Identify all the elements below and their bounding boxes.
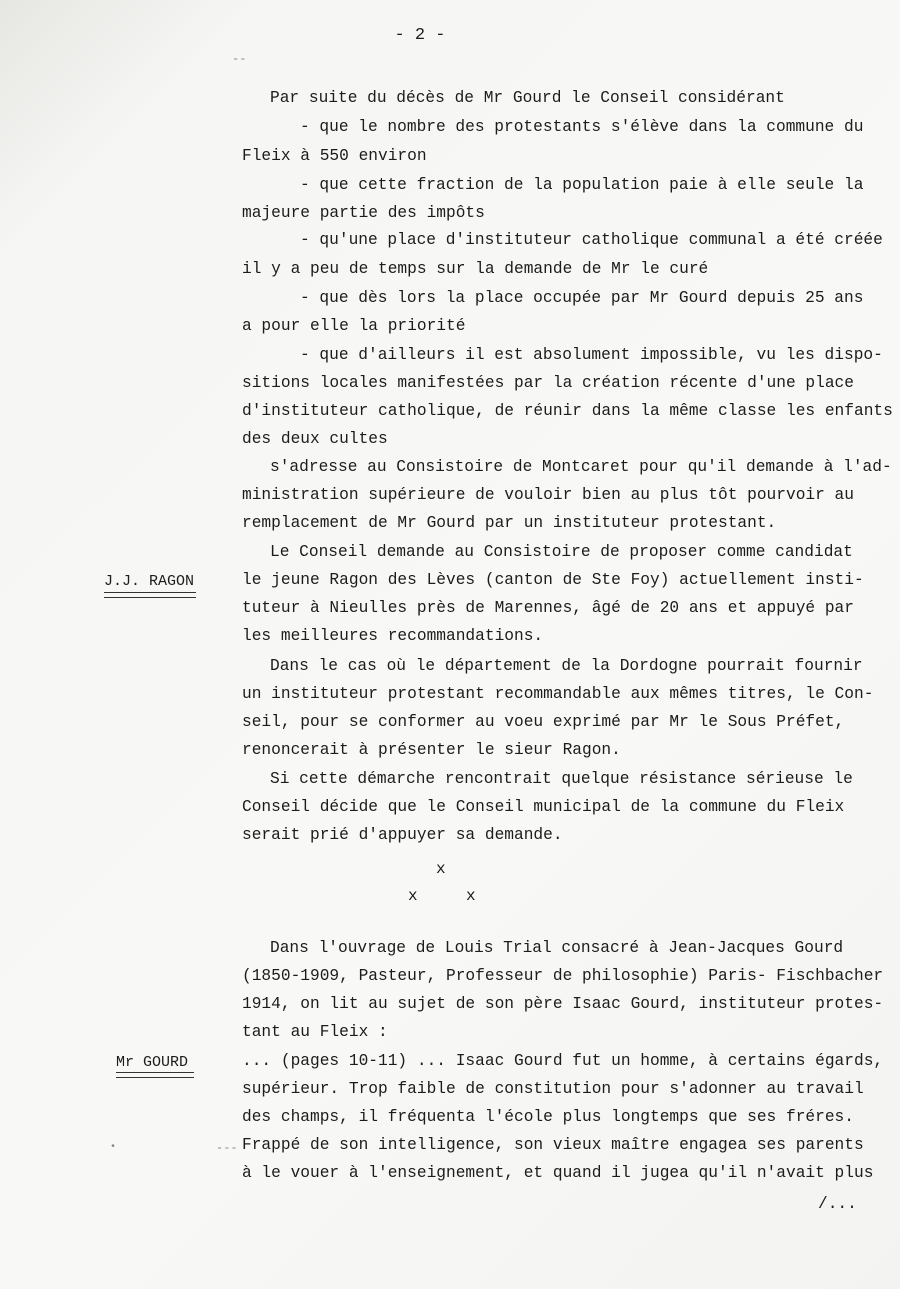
text-line: des champs, il fréquenta l'école plus longtemps que ses fréres. — [242, 1108, 854, 1126]
text-line: il y a peu de temps sur la demande de Mr le curé — [242, 260, 709, 278]
scan-mark: ‐‐‐ — [216, 1141, 238, 1155]
text-line: a pour elle la priorité — [242, 317, 466, 335]
text-line: - que le nombre des protestants s'élève dans la commune du — [300, 118, 864, 136]
scan-mark: ‐‐ — [232, 52, 247, 66]
text-line: le jeune Ragon des Lèves (canton de Ste Foy) actuellement insti- — [242, 571, 864, 589]
text-line: seil, pour se conformer au voeu exprimé par Mr le Sous Préfet, — [242, 713, 845, 731]
text-line: 1914, on lit au sujet de son père Isaac Gourd, instituteur protes- — [242, 995, 884, 1013]
text-line: à le vouer à l'enseignement, et quand il jugea qu'il n'avait plus — [242, 1164, 874, 1182]
text-line: tuteur à Nieulles près de Marennes, âgé de 20 ans et appuyé par — [242, 599, 854, 617]
text-line: tant au Fleix : — [242, 1023, 388, 1041]
text-line: Dans le cas où le département de la Dordogne pourrait fournir — [270, 657, 863, 675]
continuation-mark: /... — [818, 1195, 857, 1213]
margin-label-underline — [104, 592, 196, 598]
text-line: Le Conseil demande au Consistoire de proposer comme candidat — [270, 543, 853, 561]
text-line: serait prié d'appuyer sa demande. — [242, 826, 563, 844]
text-line: majeure partie des impôts — [242, 204, 485, 222]
text-line: (1850-1909, Pasteur, Professeur de philosophie) Paris- Fischbacher — [242, 967, 884, 985]
text-line: s'adresse au Consistoire de Montcaret pour qu'il demande à l'ad- — [270, 458, 892, 476]
text-line: supérieur. Trop faible de constitution pour s'adonner au travail — [242, 1080, 864, 1098]
margin-label-underline — [116, 1072, 194, 1078]
text-line: Dans l'ouvrage de Louis Trial consacré à Jean-Jacques Gourd — [270, 939, 844, 957]
scan-dot: • — [110, 1142, 117, 1153]
text-line: les meilleures recommandations. — [242, 627, 544, 645]
text-line: renoncerait à présenter le sieur Ragon. — [242, 741, 621, 759]
text-line: sitions locales manifestées par la création récente d'une place — [242, 374, 854, 392]
text-line: - que cette fraction de la population paie à elle seule la — [300, 176, 864, 194]
text-line: - que d'ailleurs il est absolument impossible, vu les dispo- — [300, 346, 883, 364]
text-line: Fleix à 550 environ — [242, 147, 427, 165]
text-line: - qu'une place d'instituteur catholique communal a été créée — [300, 231, 883, 249]
margin-label-gourd: Mr GOURD — [116, 1054, 189, 1071]
separator-mark: x — [436, 860, 446, 878]
separator-mark: x — [466, 887, 476, 905]
text-line: d'instituteur catholique, de réunir dans la même classe les enfants — [242, 402, 893, 420]
page-number: - 2 - — [394, 26, 446, 45]
text-line: Frappé de son intelligence, son vieux maître engagea ses parents — [242, 1136, 864, 1154]
text-line: remplacement de Mr Gourd par un instituteur protestant. — [242, 514, 777, 532]
text-line: - que dès lors la place occupée par Mr Gourd depuis 25 ans — [300, 289, 864, 307]
text-line: ministration supérieure de vouloir bien au plus tôt pourvoir au — [242, 486, 854, 504]
text-line: Si cette démarche rencontrait quelque résistance sérieuse le — [270, 770, 853, 788]
separator-mark: x — [408, 887, 418, 905]
text-line: des deux cultes — [242, 430, 388, 448]
text-line: Par suite du décès de Mr Gourd le Conseil considérant — [270, 89, 785, 107]
text-line: un instituteur protestant recommandable aux mêmes titres, le Con- — [242, 685, 874, 703]
text-line: ... (pages 10-11) ... Isaac Gourd fut un homme, à certains égards, — [242, 1052, 884, 1070]
margin-label-ragon: J.J. RAGON — [104, 573, 195, 590]
text-line: Conseil décide que le Conseil municipal de la commune du Fleix — [242, 798, 845, 816]
